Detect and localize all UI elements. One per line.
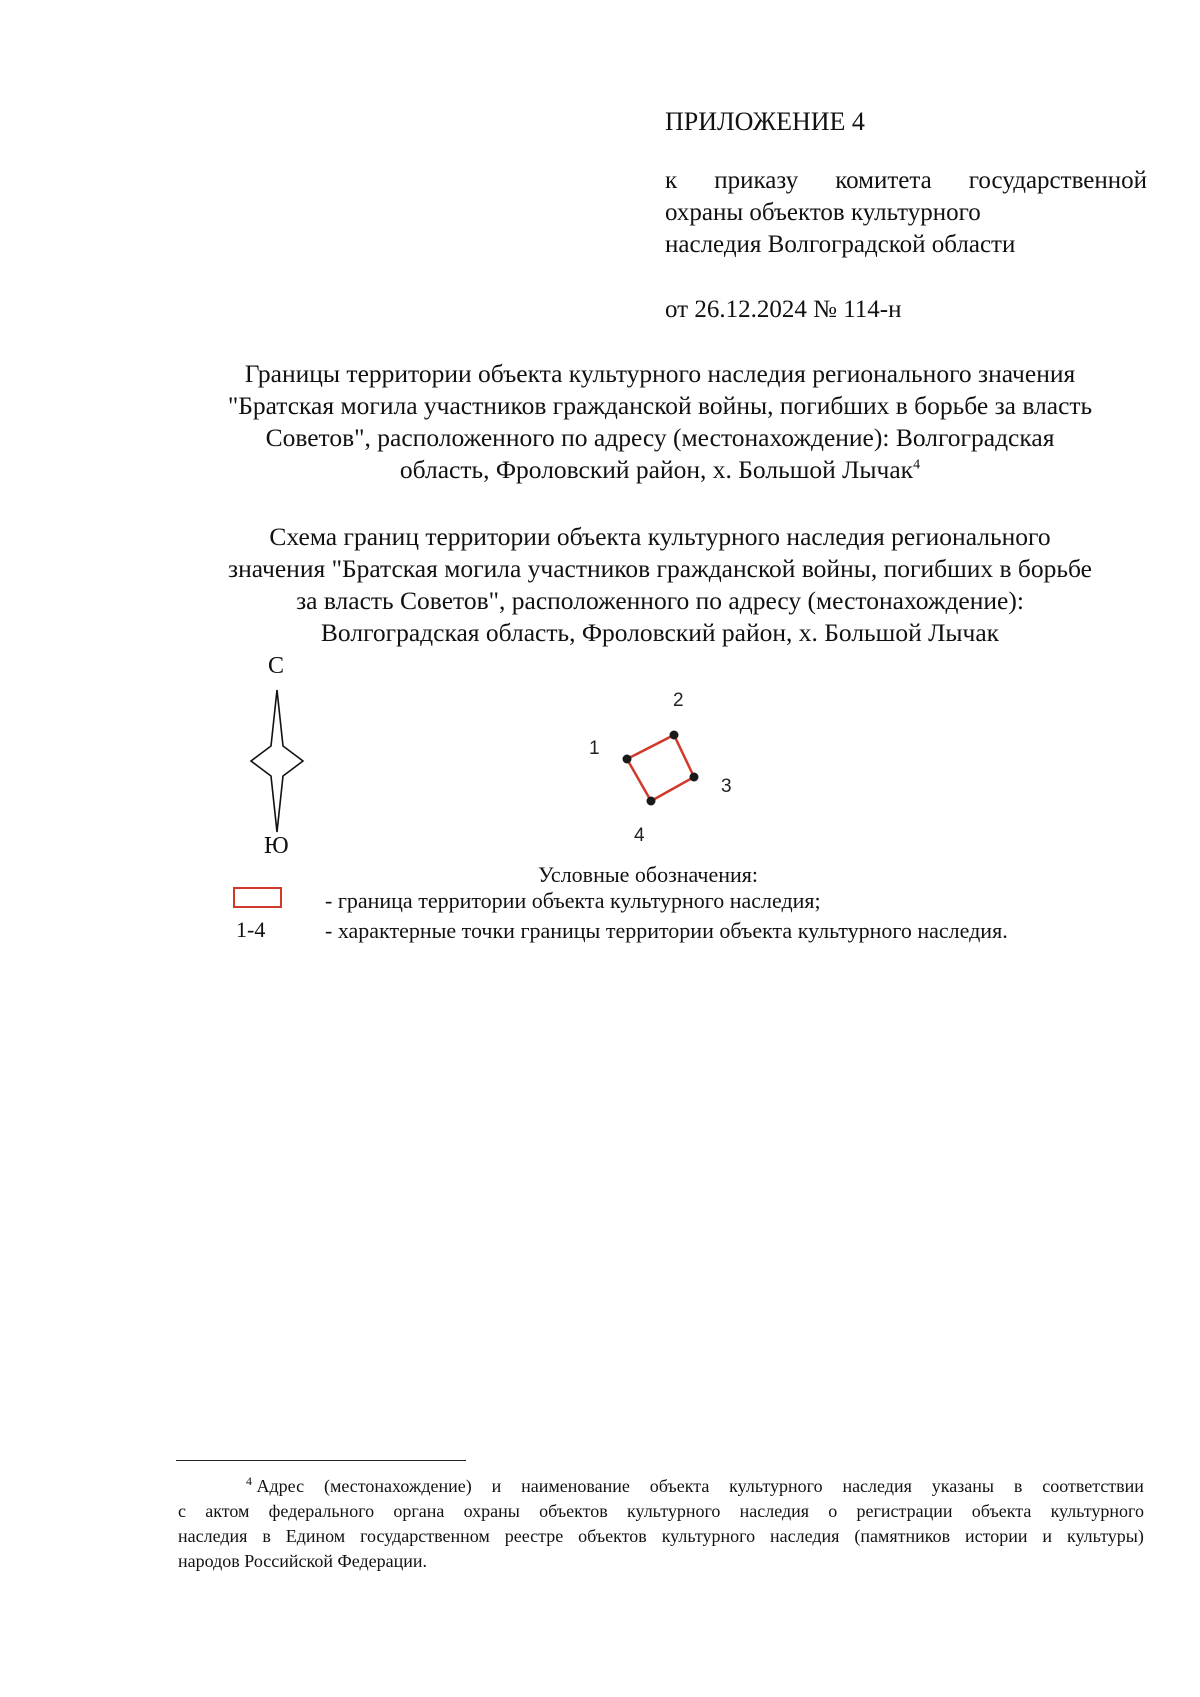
boundary-point-2	[670, 731, 679, 740]
compass-rose-icon	[249, 688, 305, 834]
point-label-1: 1	[589, 738, 600, 759]
compass-north-label: С	[268, 653, 285, 679]
footnote-line-4: народов Российской Федерации.	[178, 1551, 427, 1571]
legend-title: Условные обозначения:	[538, 862, 759, 887]
boundary-point-4	[647, 797, 656, 806]
footnote-line-1: $^4$ Адрес (местонахождение) и наименование объекта культурного наследия указаны в соответствии	[246, 1474, 1144, 1496]
footnote-line-2: с актом федерального органа охраны объектов культурного наследия о регистрации объекта культурного	[178, 1501, 1144, 1521]
legend-points-range: 1-4	[236, 917, 266, 942]
legend-boundary-swatch	[233, 887, 282, 908]
boundary-point-3	[690, 773, 699, 782]
boundary-polygon	[627, 735, 694, 801]
legend-points-text: - характерные точки границы территории объекта культурного наследия.	[325, 918, 1008, 943]
footnote-ref: 4	[913, 457, 921, 473]
point-label-4: 4	[634, 825, 645, 846]
footnote-line-3: наследия в Едином государственном реестре объектов культурного наследия (памятников истории и культуры)	[178, 1526, 1144, 1546]
annex-reference-line-2: охраны объектов культурного	[665, 199, 981, 226]
boundary-point-1	[623, 755, 632, 764]
point-label-3: 3	[721, 776, 732, 797]
boundary-map	[560, 680, 760, 850]
annex-reference	[665, 165, 1147, 261]
document-title: Границы территории объекта культурного наследия регионального значения "Братская могила участников гражданской войны, погибших в борьбе за власть Советов", расположенного по адресу (местонахождение): Волгоградская область, Фроловский район, х. Большой Лычак$^4$	[227, 359, 1093, 484]
scheme-title: Схема границ территории объекта культурного наследия регионального значения "Братская могила участников гражданской войны, погибших в борьбе за власть Советов", расположенного по адресу (местонахождение): Волгоградская область, Фроловский район, х. Большой Лычак	[228, 522, 1092, 647]
point-label-2: 2	[673, 690, 684, 711]
annex-reference-line-1: к приказу комитета государственной	[665, 167, 1147, 194]
footnote-marker: 4	[246, 1474, 252, 1488]
legend-boundary-text: - граница территории объекта культурного наследия;	[325, 888, 821, 913]
footnote	[178, 1474, 1144, 1574]
boundary-map-canvas	[560, 680, 760, 850]
annex-title: ПРИЛОЖЕНИЕ 4	[665, 107, 865, 136]
footnote-divider	[176, 1460, 466, 1461]
order-date: от 26.12.2024 № 114-н	[665, 296, 902, 323]
compass-south-label: Ю	[264, 833, 289, 859]
annex-reference-line-3: наследия Волгоградской области	[665, 231, 1016, 258]
